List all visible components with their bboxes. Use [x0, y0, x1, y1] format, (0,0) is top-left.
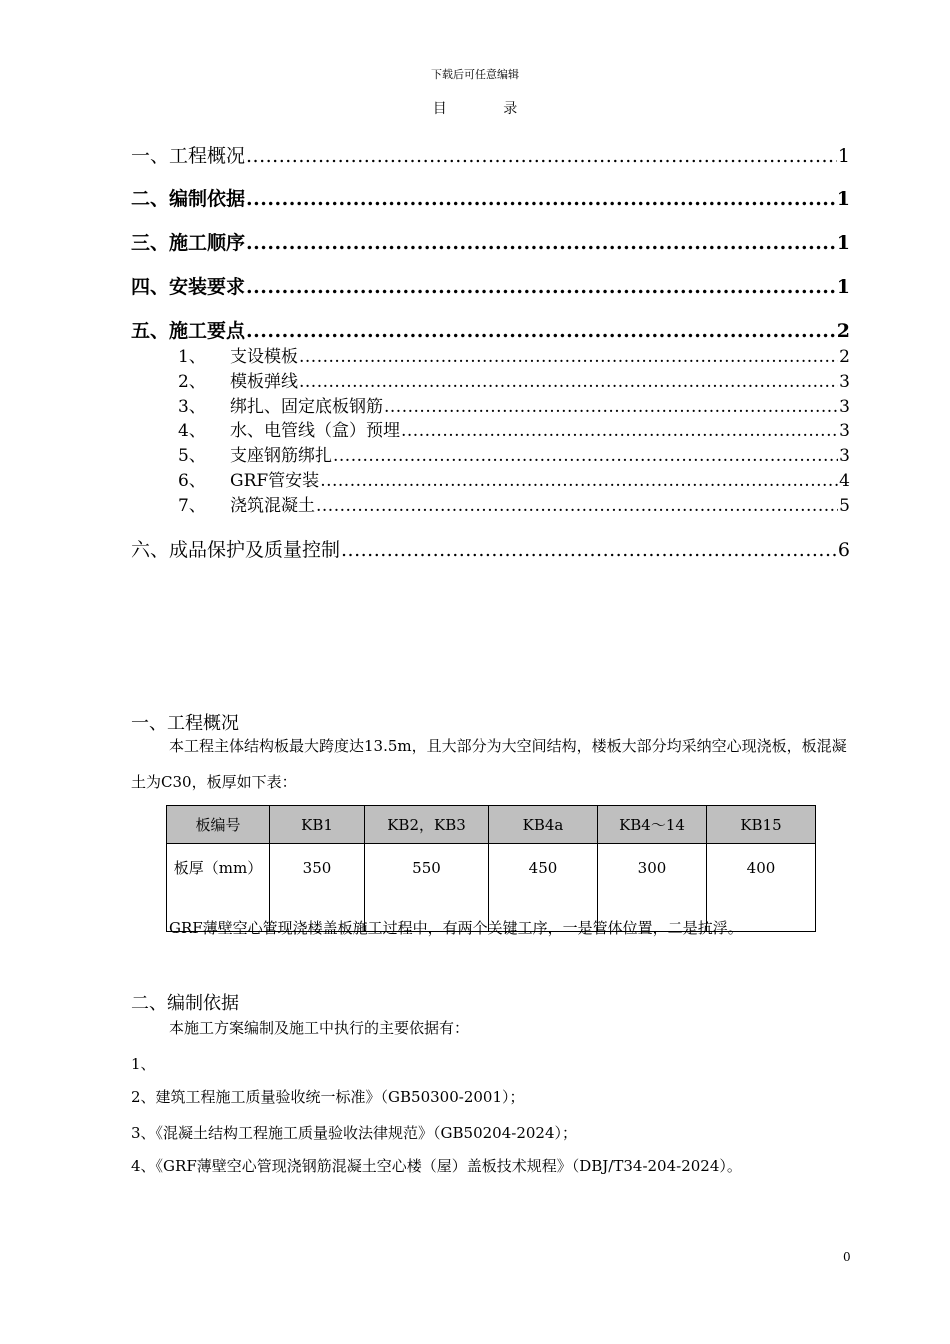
- toc-subentry-label: 水、电管线（盒）预埋: [230, 421, 400, 441]
- basis-intro: 本施工方案编制及施工中执行的主要依据有：: [169, 1019, 470, 1037]
- overview-paragraph: 本工程主体结构板最大跨度达13.5m，且大部分为大空间结构，楼板大部分均采纳空心现浇板，板混凝土为C30，板厚如下表：: [131, 737, 847, 791]
- table-cell: 300: [598, 844, 707, 932]
- toc-subentry-number: 4、: [178, 421, 206, 441]
- toc-subentry[interactable]: [178, 392, 850, 417]
- table-cell: 板厚（mm）: [167, 844, 270, 932]
- table-header-cell: KB4a: [489, 806, 598, 844]
- toc-entry-basis[interactable]: [131, 184, 850, 211]
- toc-subentry-page: 4: [839, 471, 850, 491]
- toc-leader-dots: [333, 446, 838, 466]
- basis-item: 4、《GRF薄壁空心管现浇钢筋混凝土空心楼（屋）盖板技术规程》（DBJ/T34-204-2024）。: [131, 1157, 742, 1175]
- toc-subentry[interactable]: [178, 367, 850, 392]
- toc-subentry-page: 3: [839, 372, 850, 392]
- table-cell: 350: [270, 844, 365, 932]
- toc-subentry-page: 2: [839, 347, 850, 367]
- key-process-paragraph: GRF薄壁空心管现浇楼盖板施工过程中，有两个关键工序，一是管体位置，二是抗浮。: [169, 919, 743, 937]
- toc-entry-page: 1: [837, 145, 850, 167]
- toc-subentry-page: 3: [839, 397, 850, 417]
- toc-subentry-label: 支座钢筋绑扎: [230, 446, 332, 466]
- toc-leader-dots: [246, 188, 836, 210]
- toc-entry-page: 6: [837, 539, 850, 561]
- toc-leader-dots: [246, 320, 836, 342]
- toc-subentry[interactable]: [178, 491, 850, 516]
- toc-subentry-label: 绑扎、固定底板钢筋: [230, 397, 383, 417]
- toc-subentry-page: 3: [839, 421, 850, 441]
- page-number: 0: [843, 1250, 851, 1264]
- table-cell: 550: [365, 844, 489, 932]
- toc-subentry-number: 2、: [178, 372, 206, 392]
- toc-entry-label: 二、编制依据: [131, 188, 246, 210]
- toc-subentry-number: 3、: [178, 397, 206, 417]
- toc-subentry-page: 5: [839, 496, 850, 516]
- toc-leader-dots: [246, 232, 836, 254]
- toc-subentry[interactable]: [178, 416, 850, 441]
- toc-entry-page: 2: [836, 320, 850, 342]
- toc-entry-label: 三、施工顺序: [131, 232, 246, 254]
- toc-leader-dots: [401, 421, 838, 441]
- table-header-cell: KB15: [707, 806, 816, 844]
- section-heading-overview: 一、工程概况: [131, 713, 239, 734]
- table-header-cell: 板编号: [167, 806, 270, 844]
- section-heading-basis: 二、编制依据: [131, 993, 239, 1014]
- table-header-cell: KB2，KB3: [365, 806, 489, 844]
- toc-entry-label: 一、工程概况: [131, 145, 246, 167]
- toc-subentry-page: 3: [839, 446, 850, 466]
- toc-subentry-number: 5、: [178, 446, 206, 466]
- toc-leader-dots: [320, 471, 838, 491]
- toc-entry-page: 1: [836, 232, 850, 254]
- toc-entry-overview[interactable]: [131, 141, 850, 168]
- table-header-cell: KB1: [270, 806, 365, 844]
- toc-leader-dots: [246, 276, 836, 298]
- toc-entry-label: 四、安装要求: [131, 276, 246, 298]
- toc-entry-page: 1: [836, 276, 850, 298]
- toc-leader-dots: [316, 496, 838, 516]
- toc-entry-page: 1: [836, 188, 850, 210]
- toc-leader-dots: [246, 145, 837, 167]
- basis-item: 3、《混凝土结构工程施工质量验收法律规范》（GB50204-2024）；: [131, 1124, 578, 1142]
- table-cell: 400: [707, 844, 816, 932]
- toc-subentry-number: 7、: [178, 496, 206, 516]
- toc-subentry[interactable]: [178, 466, 850, 491]
- toc-entry-sequence[interactable]: [131, 228, 850, 255]
- toc-subentry-label: 浇筑混凝土: [230, 496, 315, 516]
- toc-subentry-number: 1、: [178, 347, 206, 367]
- toc-entry-label: 六、成品保护及质量控制: [131, 539, 341, 561]
- toc-subentry-label: GRF管安装: [230, 471, 320, 491]
- header-note: 下载后可任意编辑: [431, 68, 519, 81]
- table-cell: 450: [489, 844, 598, 932]
- toc-entry-protection[interactable]: [131, 535, 850, 562]
- toc-subentry-label: 支设模板: [230, 347, 298, 367]
- toc-title: 目 录: [432, 101, 544, 117]
- table-header-row: [167, 806, 816, 844]
- basis-item: 1、: [131, 1055, 156, 1073]
- toc-leader-dots: [299, 372, 838, 392]
- toc-leader-dots: [341, 539, 837, 561]
- toc-entry-key-points[interactable]: [131, 316, 850, 343]
- toc-entry-label: 五、施工要点: [131, 320, 246, 342]
- toc-entry-install[interactable]: [131, 272, 850, 299]
- toc-leader-dots: [299, 347, 838, 367]
- basis-item: 2、建筑工程施工质量验收统一标准》（GB50300-2001）；: [131, 1088, 525, 1106]
- toc-subentry[interactable]: [178, 441, 850, 466]
- toc-subentry[interactable]: [178, 342, 850, 367]
- table-header-cell: KB4～14: [598, 806, 707, 844]
- toc-subentry-label: 模板弹线: [230, 372, 298, 392]
- toc-leader-dots: [384, 397, 838, 417]
- toc-subentry-number: 6、: [178, 471, 206, 491]
